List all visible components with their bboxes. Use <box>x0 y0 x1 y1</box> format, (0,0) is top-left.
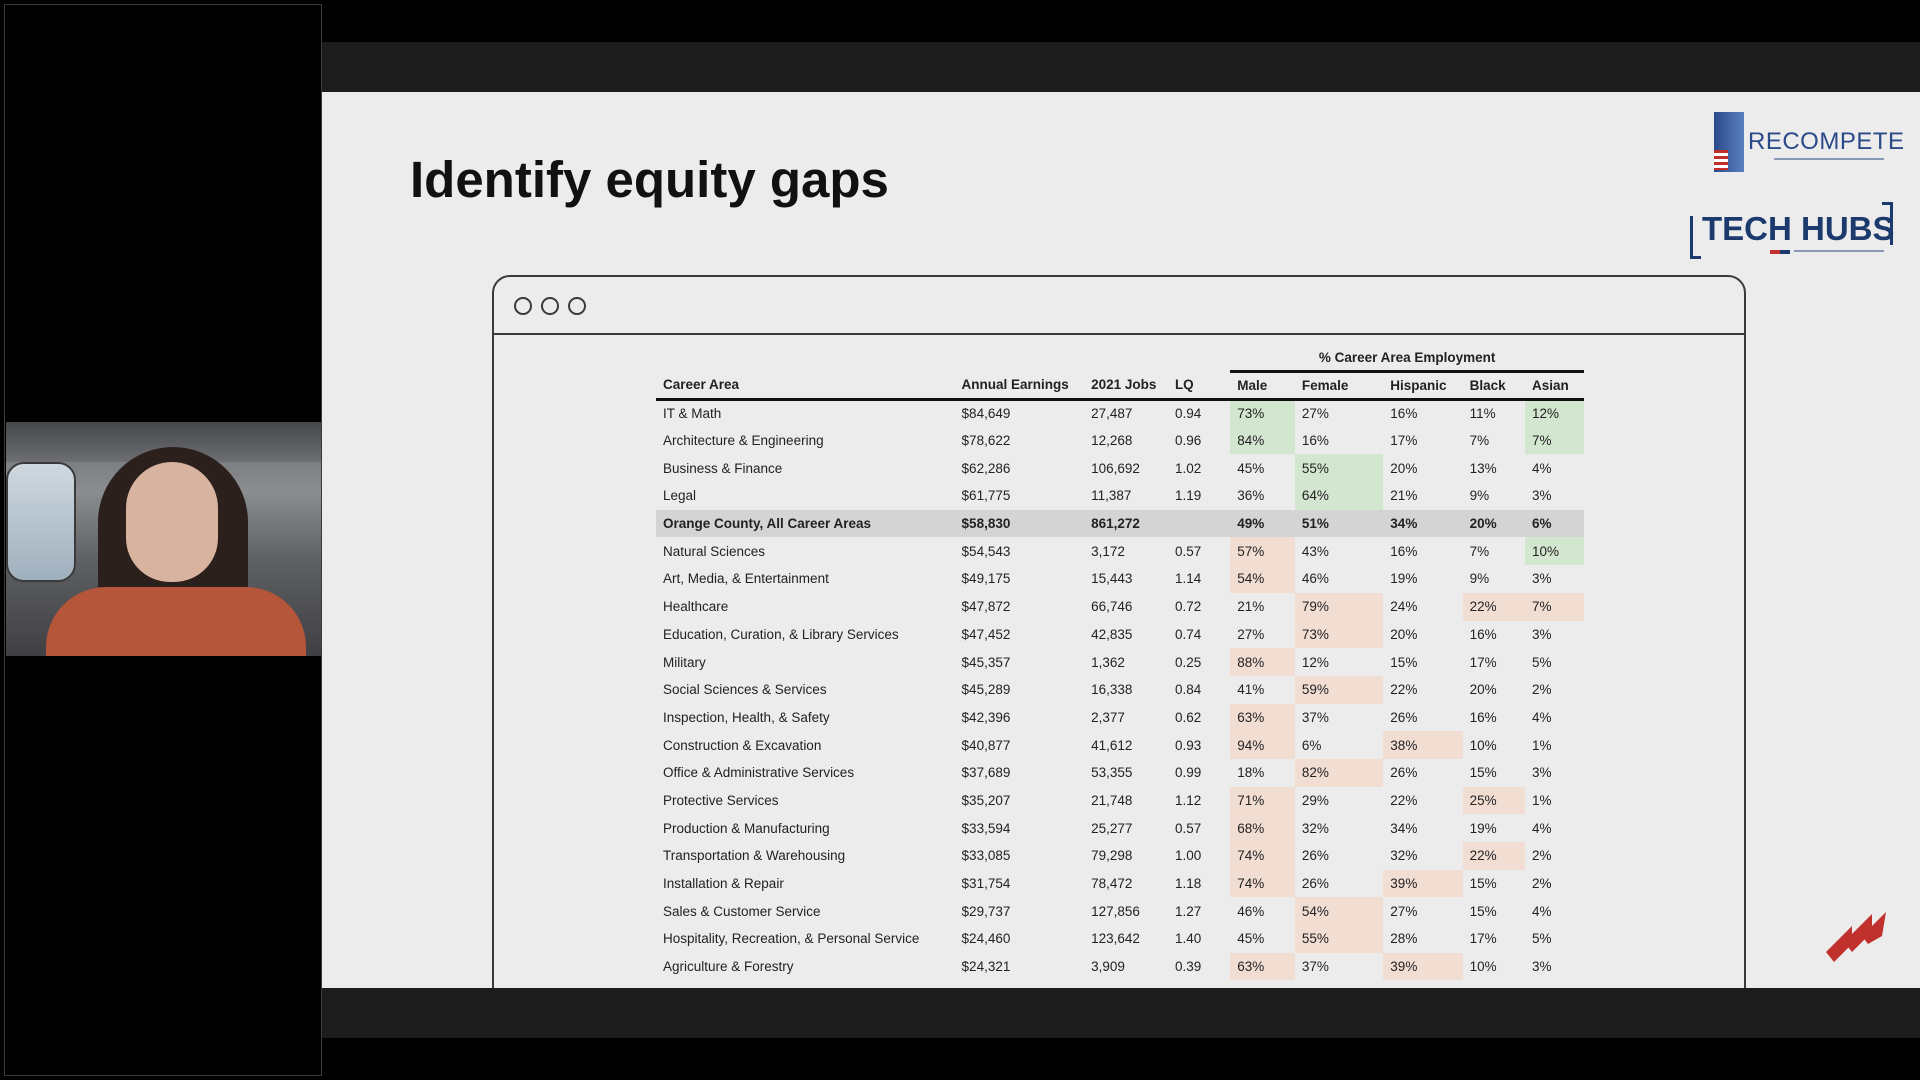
table-cell-black: 22% <box>1463 842 1525 870</box>
table-cell-jobs: 861,272 <box>1084 510 1168 538</box>
table-cell-male: 71% <box>1230 787 1295 815</box>
table-cell-female: 55% <box>1295 925 1383 953</box>
table-cell-jobs: 12,268 <box>1091 433 1133 449</box>
table-cell-area: Social Sciences & Services <box>663 682 827 698</box>
table-cell-male: 74% <box>1230 870 1295 898</box>
table-cell-female: 79% <box>1295 593 1383 621</box>
table-group-header-row <box>656 345 1584 371</box>
table-cell-area: Orange County, All Career Areas <box>656 510 955 538</box>
table-cell-area: IT & Math <box>663 406 722 422</box>
table-cell-lq: 1.40 <box>1174 931 1202 947</box>
table-cell-black: 10% <box>1469 959 1497 975</box>
table-cell-asian: 5% <box>1531 931 1552 947</box>
table-cell-lq: 0.25 <box>1174 654 1202 670</box>
table-cell-female: 51% <box>1295 510 1383 538</box>
table-cell-hispanic: 39% <box>1383 870 1462 898</box>
table-cell-jobs: 1,362 <box>1091 654 1125 670</box>
webcam-person-body <box>46 587 306 656</box>
table-cell-asian: 4% <box>1531 460 1552 476</box>
table-body <box>656 399 1584 980</box>
table-cell-hispanic: 21% <box>1390 488 1418 504</box>
table-cell-asian: 4% <box>1531 903 1552 919</box>
table-cell-earnings: $58,830 <box>955 510 1085 538</box>
window-title-bar <box>494 277 1744 335</box>
table-cell-black: 22% <box>1463 593 1525 621</box>
table-cell-female: 55% <box>1295 454 1383 482</box>
table-cell-area: Hospitality, Recreation, & Personal Service <box>663 931 920 947</box>
table-cell-female: 16% <box>1301 433 1329 449</box>
table-cell-male: 21% <box>1237 599 1265 615</box>
table-cell-male: 18% <box>1237 765 1265 781</box>
table-cell-jobs: 2,377 <box>1091 709 1125 725</box>
flag-icon <box>1714 150 1728 170</box>
table-cell-hispanic: 16% <box>1390 543 1418 559</box>
table-cell-black: 7% <box>1469 433 1490 449</box>
table-row <box>656 814 1584 842</box>
table-cell-earnings: $29,737 <box>961 903 1011 919</box>
table-cell-lq: 0.96 <box>1174 433 1202 449</box>
table-cell-jobs: 42,835 <box>1091 626 1133 642</box>
table-cell-black: 16% <box>1469 709 1497 725</box>
table-cell-female: 37% <box>1301 959 1329 975</box>
table-cell-jobs: 3,909 <box>1091 959 1125 975</box>
table-cell-black: 19% <box>1469 820 1497 836</box>
table-cell-earnings: $84,649 <box>961 406 1011 422</box>
table-cell-earnings: $35,207 <box>961 792 1011 808</box>
table-cell-area: Installation & Repair <box>663 876 784 892</box>
table-cell-jobs: 25,277 <box>1091 820 1133 836</box>
table-cell-lq: 1.27 <box>1174 903 1202 919</box>
table-cell-male: 57% <box>1230 537 1295 565</box>
table-cell-earnings: $62,286 <box>961 460 1011 476</box>
table-cell-hispanic: 32% <box>1390 848 1418 864</box>
table-cell-male: 88% <box>1230 648 1295 676</box>
table-cell-earnings: $49,175 <box>961 571 1011 587</box>
table-cell-asian: 2% <box>1531 848 1552 864</box>
table-cell-earnings: $54,543 <box>961 543 1011 559</box>
table-cell-area: Business & Finance <box>663 460 783 476</box>
table-row <box>656 897 1584 925</box>
table-cell-lq: 0.94 <box>1174 406 1202 422</box>
table-cell-jobs: 66,746 <box>1091 599 1133 615</box>
table-cell-jobs: 11,387 <box>1091 488 1132 504</box>
table-cell-female: 6% <box>1301 737 1322 753</box>
table-row <box>656 676 1584 704</box>
table-cell-male: 27% <box>1237 626 1265 642</box>
table-cell-black: 13% <box>1469 460 1497 476</box>
table-cell-hispanic: 20% <box>1390 626 1418 642</box>
table-row <box>656 454 1584 482</box>
table-cell-asian: 3% <box>1531 626 1552 642</box>
table-cell-earnings: $78,622 <box>961 433 1011 449</box>
table-cell-jobs: 123,642 <box>1091 931 1140 947</box>
table-cell-lq: 0.57 <box>1174 543 1202 559</box>
table-cell-female: 43% <box>1301 543 1329 559</box>
recompete-logo <box>1714 102 1904 184</box>
tech-hubs-logo-text: TECH HUBS <box>1702 210 1895 247</box>
table-cell-hispanic: 15% <box>1390 654 1418 670</box>
table-cell-jobs: 27,487 <box>1091 406 1133 422</box>
table-cell-earnings: $37,689 <box>961 765 1011 781</box>
bracket-left-icon <box>1690 216 1701 259</box>
group-header: % Career Area Employment <box>1230 345 1584 371</box>
table-row <box>656 759 1584 787</box>
table-cell-asian: 7% <box>1525 427 1584 455</box>
table-cell-area: Architecture & Engineering <box>663 433 824 449</box>
table-row <box>656 648 1584 676</box>
table-cell-hispanic: 22% <box>1390 682 1418 698</box>
recompete-logo-text: RECOMPETE <box>1748 128 1905 155</box>
table-cell-jobs: 41,612 <box>1091 737 1133 753</box>
table-cell-area: Protective Services <box>663 792 779 808</box>
table-cell-female: 82% <box>1295 759 1383 787</box>
table-row <box>656 787 1584 815</box>
flag-stripe-icon <box>1770 250 1790 254</box>
table-cell-area: Military <box>663 654 706 670</box>
column-header: Male <box>1230 371 1295 399</box>
table-cell-hispanic: 22% <box>1390 792 1418 808</box>
group-header-spacer <box>656 345 1230 371</box>
table-cell-black: 16% <box>1469 626 1497 642</box>
table-cell-female: 54% <box>1295 897 1383 925</box>
table-cell-male: 63% <box>1230 704 1295 732</box>
table-cell-male: 54% <box>1230 565 1295 593</box>
table-cell-earnings: $40,877 <box>961 737 1011 753</box>
table-cell-jobs: 15,443 <box>1091 571 1133 587</box>
tech-hubs-logo <box>1690 200 1910 260</box>
table-cell-female: 26% <box>1301 876 1329 892</box>
table-cell-jobs: 78,472 <box>1091 876 1133 892</box>
table-cell-asian: 2% <box>1531 876 1552 892</box>
table-cell-hispanic: 19% <box>1390 571 1418 587</box>
table-cell-lq: 0.99 <box>1174 765 1202 781</box>
shared-slide <box>322 92 1920 988</box>
table-cell-earnings: $24,321 <box>961 959 1011 975</box>
table-cell-male: 74% <box>1230 842 1295 870</box>
table-cell-hispanic: 16% <box>1390 406 1418 422</box>
table-row <box>656 510 1584 538</box>
table-cell-asian: 12% <box>1525 399 1584 427</box>
table-cell-hispanic: 26% <box>1390 709 1418 725</box>
column-header: Female <box>1295 371 1383 399</box>
table-cell-lq: 0.93 <box>1174 737 1202 753</box>
table-cell-female: 46% <box>1301 571 1329 587</box>
table-cell-earnings: $42,396 <box>961 709 1011 725</box>
webcam-window <box>6 462 76 582</box>
table-cell-black: 17% <box>1469 931 1497 947</box>
table-cell-female: 32% <box>1301 820 1329 836</box>
table-cell-female: 26% <box>1301 848 1329 864</box>
table-cell-earnings: $24,460 <box>961 931 1011 947</box>
column-header: Annual Earnings <box>955 371 1085 399</box>
table-cell-black: 10% <box>1469 737 1497 753</box>
tech-hubs-logo-subline <box>1794 250 1884 252</box>
table-cell-earnings: $45,289 <box>961 682 1011 698</box>
column-header: Black <box>1463 371 1525 399</box>
table-cell-asian: 3% <box>1531 571 1552 587</box>
table-cell-hispanic: 38% <box>1383 731 1462 759</box>
table-cell-asian: 1% <box>1531 792 1552 808</box>
table-cell-area: Education, Curation, & Library Services <box>663 626 899 642</box>
table-cell-area: Legal <box>663 488 697 504</box>
column-header: Career Area <box>656 371 955 399</box>
table-cell-area: Office & Administrative Services <box>663 765 855 781</box>
table-cell-area: Inspection, Health, & Safety <box>663 709 830 725</box>
table-cell-lq: 1.14 <box>1174 571 1202 587</box>
table-cell-black: 25% <box>1463 787 1525 815</box>
table-cell-female: 37% <box>1301 709 1329 725</box>
table-cell-hispanic: 34% <box>1390 820 1418 836</box>
table-cell-hispanic: 26% <box>1390 765 1418 781</box>
career-area-table <box>656 345 1584 980</box>
table-cell-male: 84% <box>1230 427 1295 455</box>
table-cell-area: Agriculture & Forestry <box>663 959 794 975</box>
table-cell-black: 17% <box>1469 654 1497 670</box>
table-cell-asian: 6% <box>1525 510 1584 538</box>
table-cell-male: 49% <box>1230 510 1295 538</box>
table-cell-hispanic: 24% <box>1390 599 1418 615</box>
table-cell-area: Production & Manufacturing <box>663 820 830 836</box>
table-cell-asian: 5% <box>1531 654 1552 670</box>
table-cell-black: 7% <box>1469 543 1490 559</box>
table-cell-black: 11% <box>1469 406 1496 422</box>
presentation-bottom-bar <box>322 988 1920 1038</box>
table-cell-lq <box>1168 510 1230 538</box>
table-cell-area: Sales & Customer Service <box>663 903 821 919</box>
table-row <box>656 593 1584 621</box>
table-cell-male: 94% <box>1230 731 1295 759</box>
table-cell-black: 20% <box>1469 682 1497 698</box>
table-cell-lq: 1.18 <box>1174 876 1202 892</box>
table-cell-asian: 1% <box>1531 737 1552 753</box>
table-header-row <box>656 371 1584 399</box>
table-cell-asian: 2% <box>1531 682 1552 698</box>
table-cell-asian: 3% <box>1531 765 1552 781</box>
table-cell-female: 27% <box>1301 406 1329 422</box>
table-cell-area: Healthcare <box>663 599 729 615</box>
table-cell-asian: 3% <box>1531 959 1552 975</box>
table-row <box>656 482 1584 510</box>
table-row <box>656 427 1584 455</box>
table-cell-hispanic: 27% <box>1390 903 1418 919</box>
circle-icon <box>541 297 559 315</box>
table-cell-earnings: $47,872 <box>961 599 1011 615</box>
table-cell-lq: 1.19 <box>1174 488 1202 504</box>
table-cell-earnings: $33,085 <box>961 848 1011 864</box>
table-cell-lq: 0.57 <box>1174 820 1202 836</box>
table-cell-jobs: 106,692 <box>1091 460 1140 476</box>
table-row <box>656 704 1584 732</box>
table-cell-hispanic: 39% <box>1383 953 1462 981</box>
table-cell-lq: 1.02 <box>1174 460 1202 476</box>
chevron-logo-icon <box>1822 892 1892 962</box>
table-cell-hispanic: 17% <box>1390 433 1418 449</box>
column-header: Hispanic <box>1383 371 1462 399</box>
table-cell-hispanic: 20% <box>1390 460 1418 476</box>
table-cell-female: 29% <box>1301 792 1329 808</box>
table-cell-black: 15% <box>1469 903 1497 919</box>
table-cell-male: 36% <box>1237 488 1265 504</box>
table-cell-area: Art, Media, & Entertainment <box>663 571 829 587</box>
table-cell-female: 64% <box>1295 482 1383 510</box>
circle-icon <box>568 297 586 315</box>
table-cell-area: Construction & Excavation <box>663 737 822 753</box>
table-cell-male: 41% <box>1237 682 1265 698</box>
table-cell-female: 12% <box>1301 654 1329 670</box>
table-cell-jobs: 3,172 <box>1091 543 1125 559</box>
table-row <box>656 537 1584 565</box>
table-row <box>656 842 1584 870</box>
table-cell-lq: 0.62 <box>1174 709 1202 725</box>
table-cell-jobs: 79,298 <box>1091 848 1133 864</box>
table-cell-black: 9% <box>1469 571 1490 587</box>
browser-window-frame <box>492 275 1746 988</box>
presentation-top-bar <box>322 42 1920 92</box>
table-cell-male: 73% <box>1230 399 1295 427</box>
table-cell-male: 63% <box>1230 953 1295 981</box>
table-row <box>656 565 1584 593</box>
table-cell-asian: 3% <box>1531 488 1552 504</box>
table-row <box>656 870 1584 898</box>
table-cell-female: 73% <box>1295 621 1383 649</box>
table-cell-male: 68% <box>1230 814 1295 842</box>
table-row <box>656 621 1584 649</box>
table-cell-area: Transportation & Warehousing <box>663 848 846 864</box>
table-cell-lq: 0.84 <box>1174 682 1202 698</box>
table-cell-asian: 7% <box>1525 593 1584 621</box>
circle-icon <box>514 297 532 315</box>
slide-title: Identify equity gaps <box>410 151 889 208</box>
column-header: LQ <box>1168 371 1230 399</box>
column-header: Asian <box>1525 371 1584 399</box>
table-cell-jobs: 53,355 <box>1091 765 1133 781</box>
table-cell-earnings: $61,775 <box>961 488 1011 504</box>
table-cell-lq: 0.39 <box>1174 959 1202 975</box>
recompete-logo-subline <box>1774 158 1884 160</box>
table-cell-male: 45% <box>1237 931 1265 947</box>
column-header: 2021 Jobs <box>1084 371 1168 399</box>
table-cell-male: 46% <box>1237 903 1265 919</box>
table-cell-lq: 0.72 <box>1174 599 1202 615</box>
table-cell-female: 59% <box>1295 676 1383 704</box>
table-cell-earnings: $45,357 <box>961 654 1011 670</box>
table-cell-jobs: 16,338 <box>1091 682 1133 698</box>
table-row <box>656 953 1584 981</box>
table-cell-lq: 1.00 <box>1174 848 1202 864</box>
table-cell-black: 9% <box>1469 488 1490 504</box>
table-cell-jobs: 127,856 <box>1091 903 1140 919</box>
table-cell-lq: 1.12 <box>1174 792 1202 808</box>
webcam-feed <box>6 422 321 656</box>
table-cell-asian: 10% <box>1525 537 1584 565</box>
table-cell-earnings: $31,754 <box>961 876 1011 892</box>
table-cell-asian: 4% <box>1531 709 1552 725</box>
table-row <box>656 925 1584 953</box>
table-cell-black: 15% <box>1469 765 1497 781</box>
table-row <box>656 731 1584 759</box>
table-cell-black: 15% <box>1469 876 1497 892</box>
table-cell-male: 45% <box>1237 460 1265 476</box>
table-cell-area: Natural Sciences <box>663 543 766 559</box>
table-cell-black: 20% <box>1463 510 1525 538</box>
table-cell-hispanic: 28% <box>1390 931 1418 947</box>
table-cell-earnings: $33,594 <box>961 820 1011 836</box>
table-cell-lq: 0.74 <box>1174 626 1202 642</box>
table-cell-hispanic: 34% <box>1383 510 1462 538</box>
table-row <box>656 399 1584 427</box>
webcam-person-face <box>126 462 218 582</box>
table-cell-jobs: 21,748 <box>1091 792 1133 808</box>
table-cell-earnings: $47,452 <box>961 626 1011 642</box>
table-cell-asian: 4% <box>1531 820 1552 836</box>
